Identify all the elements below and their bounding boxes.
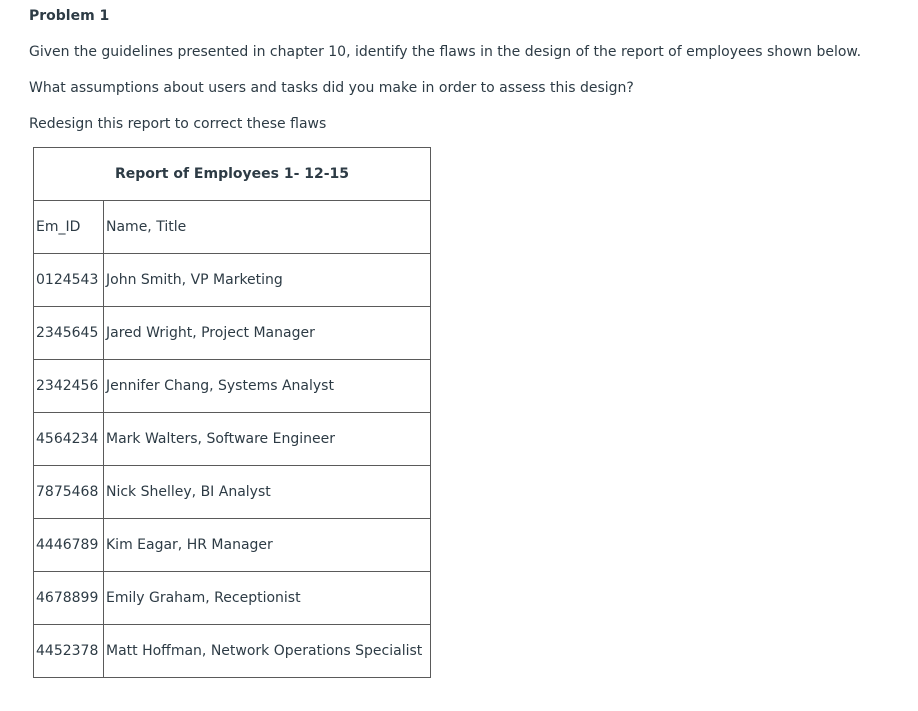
report-title: Report of Employees 1- 12-15 <box>34 148 431 201</box>
employee-id-cell: 4452378 <box>34 625 104 678</box>
problem-paragraph-assumptions: What assumptions about users and tasks did you make in order to assess this design? <box>29 80 634 96</box>
problem-paragraph-redesign: Redesign this report to correct these flaws <box>29 116 327 132</box>
employee-id-cell: 0124543 <box>34 254 104 307</box>
table-row <box>34 572 431 625</box>
employee-name-title-cell: Mark Walters, Software Engineer <box>104 413 431 466</box>
employee-name-title-cell: Kim Eagar, HR Manager <box>104 519 431 572</box>
employee-id-cell: 2345645 <box>34 307 104 360</box>
employee-name-title-cell: Jared Wright, Project Manager <box>104 307 431 360</box>
table-row <box>34 307 431 360</box>
table-row <box>34 466 431 519</box>
employee-id-cell: 7875468 <box>34 466 104 519</box>
report-title-row <box>34 148 431 201</box>
employee-id-cell: 4564234 <box>34 413 104 466</box>
employee-name-title-cell: John Smith, VP Marketing <box>104 254 431 307</box>
employee-id-cell: 2342456 <box>34 360 104 413</box>
table-row <box>34 254 431 307</box>
table-row <box>34 625 431 678</box>
column-header-name-title: Name, Title <box>104 201 431 254</box>
column-header-em-id: Em_ID <box>34 201 104 254</box>
employee-name-title-cell: Jennifer Chang, Systems Analyst <box>104 360 431 413</box>
problem-title: Problem 1 <box>29 8 110 24</box>
table-row <box>34 413 431 466</box>
problem-paragraph-guidelines: Given the guidelines presented in chapter 10, identify the flaws in the design of the report of employees shown below. <box>29 44 862 60</box>
employee-report-table <box>33 147 431 678</box>
employee-name-title-cell: Emily Graham, Receptionist <box>104 572 431 625</box>
table-row <box>34 519 431 572</box>
employee-id-cell: 4446789 <box>34 519 104 572</box>
employee-name-title-cell: Matt Hoffman, Network Operations Specialist <box>104 625 431 678</box>
employee-id-cell: 4678899 <box>34 572 104 625</box>
table-row <box>34 360 431 413</box>
report-header-row <box>34 201 431 254</box>
employee-name-title-cell: Nick Shelley, BI Analyst <box>104 466 431 519</box>
